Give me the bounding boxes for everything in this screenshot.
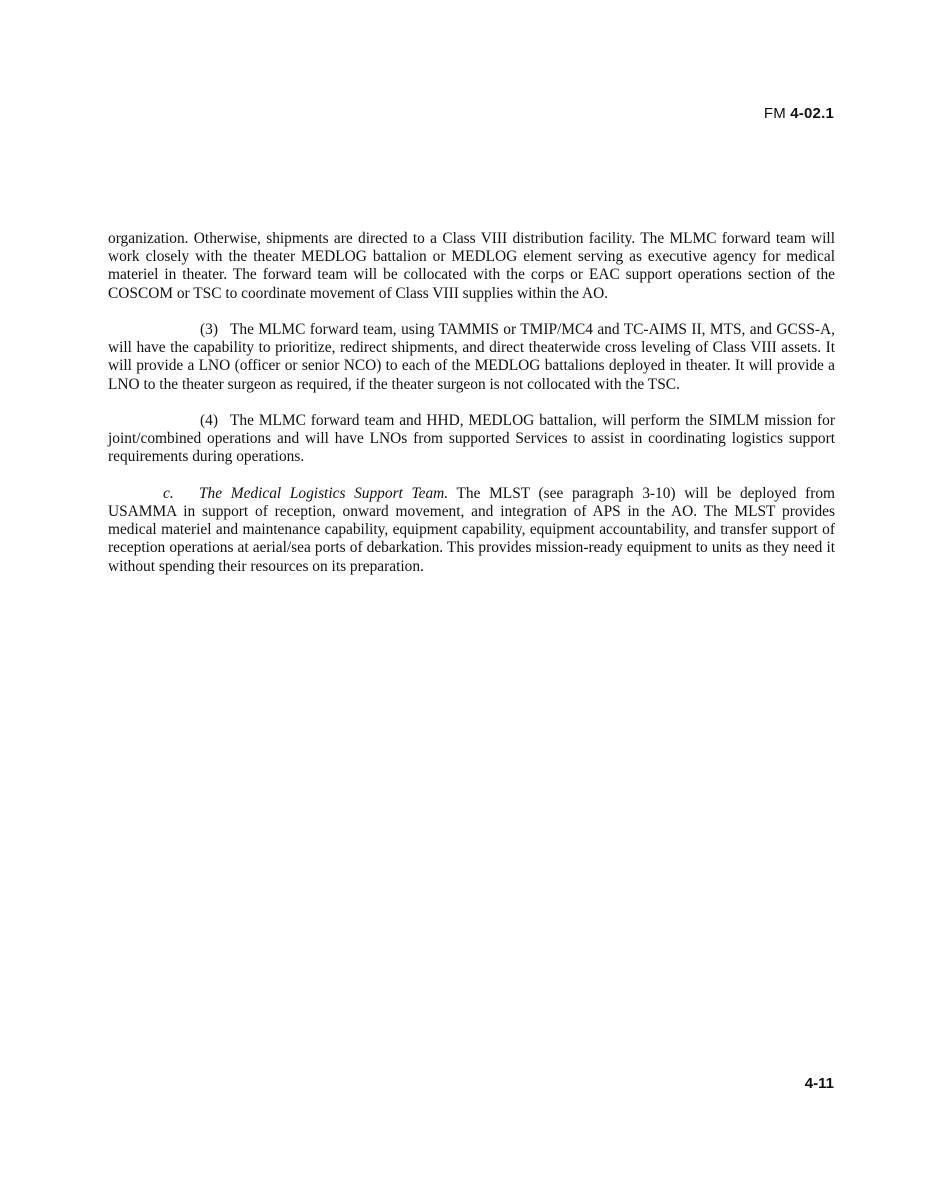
paragraph-4-marker: (4) (200, 412, 218, 429)
header-prefix: FM (763, 105, 786, 122)
paragraph-3 (108, 321, 835, 394)
paragraph-continuation (108, 230, 835, 303)
paragraph-4 (108, 412, 835, 467)
paragraph-c-text: The MLST (see paragraph 3-10) will be deployed from USAMMA in support of reception, onward movement, and integration of APS in the AO. The MLST provides medical materiel and maintenance capability, equipment capability, equipment accountability, and transfer support of reception operations at aerial/sea ports of debarkation. This provides mission-ready equipment to units as they need it without spending their resources on its preparation. (108, 484, 835, 575)
paragraph-3-marker: (3) (200, 321, 218, 338)
page-number: 4-11 (804, 1075, 834, 1092)
document-body (108, 230, 835, 594)
paragraph-3-text: The MLMC forward team, using TAMMIS or TMIP/MC4 and TC-AIMS II, MTS, and GCSS-A, will have the capability to prioritize, redirect shipments, and direct theaterwide cross leveling of Class VIII assets. It will provide a LNO (officer or senior NCO) to each of the MEDLOG battalions deployed in theater. It will provide a LNO to the theater surgeon as required, if the theater surgeon is not collocated with the TSC. (108, 321, 835, 393)
header-doc-number: 4-02.1 (790, 105, 834, 122)
paragraph-4-text: The MLMC forward team and HHD, MEDLOG battalion, will perform the SIMLM mission for joint/combined operations and will have LNOs from supported Services to assist in coordinating logistics support requirements during operations. (108, 412, 835, 466)
page-header (764, 105, 834, 122)
paragraph-c-title: The Medical Logistics Support Team. (199, 484, 449, 502)
paragraph-c-marker: c. (163, 484, 174, 502)
paragraph-1-text: organization. Otherwise, shipments are directed to a Class VIII distribution facility. The MLMC forward team will work closely with the theater MEDLOG battalion or MEDLOG element serving as executive agency for medical materiel in theater. The forward team will be collocated with the corps or EAC support operations section of the COSCOM or TSC to coordinate movement of Class VIII supplies within the AO. (108, 230, 835, 302)
paragraph-c (108, 485, 835, 576)
